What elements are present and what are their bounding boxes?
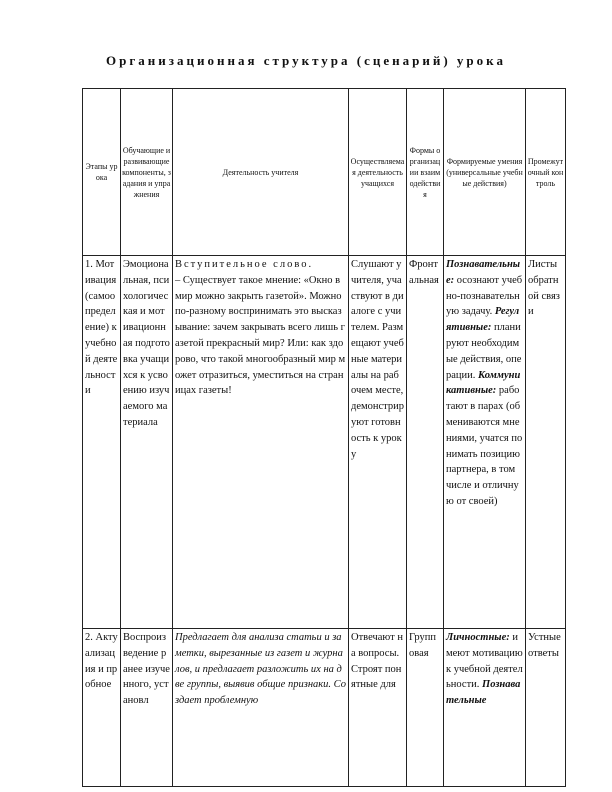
skills-text: планируют необходимые действия, операции. xyxy=(446,322,522,381)
header-students: Осуществляемая деятельность учащихся xyxy=(349,89,407,256)
skills-label: Личностные: xyxy=(446,632,510,643)
skills-label: Коммуникативные: xyxy=(446,369,521,397)
header-row xyxy=(83,89,566,256)
forms-cell: Фронтальная xyxy=(407,256,444,629)
skills-cell xyxy=(444,256,526,629)
table-row xyxy=(83,256,566,629)
header-stages: Этапы урока xyxy=(83,89,121,256)
header-skills: Формируемые умения (универсальные учебные действия) xyxy=(444,89,526,256)
table-row xyxy=(83,629,566,787)
skills-text: работают в парах (обмениваются мнениями, учатся понимать позицию партнера, в том числе и отличную от своей) xyxy=(446,385,523,507)
forms-cell: Групповая xyxy=(407,629,444,787)
header-control: Промежуточный контроль xyxy=(526,89,566,256)
teacher-heading: Вступительное слово. xyxy=(175,259,314,270)
control-cell: Устные ответы xyxy=(526,629,566,787)
header-teacher: Деятельность учителя xyxy=(173,89,349,256)
students-cell: Отвечают на вопросы. Строят понятные для xyxy=(349,629,407,787)
tasks-cell: Воспроизведение ранее изученного, установл xyxy=(121,629,173,787)
skills-label: Познавательные xyxy=(446,679,521,707)
teacher-text: – Существует такое мнение: «Окно в мир можно закрыть газетой». Можно по-разному воспринимать это высказывание: зачем закрывать всего лишь газетой прекрасный мир? Или: как здорово, что такой многообразный мир может отразиться, уместиться на страницах газеты! xyxy=(175,274,346,397)
header-forms: Формы организации взаимодействия xyxy=(407,89,444,256)
tasks-cell: Эмоциональная, психологическая и мотивационная подготовка учащихся к усвоению изучаемого материала xyxy=(121,256,173,629)
page-title: Организационная структура (сценарий) урока xyxy=(106,53,506,68)
control-cell: Листы обратной связи xyxy=(526,256,566,629)
teacher-cell xyxy=(173,256,349,629)
header-tasks: Обучающие и развивающие компоненты, задания и упражнения xyxy=(121,89,173,256)
skills-cell xyxy=(444,629,526,787)
skills-text: осознают учебно-познавательную задачу. xyxy=(446,274,523,318)
stage-cell: 1. Мотивация (самоопределение) к учебной деятельности xyxy=(83,256,121,629)
lesson-structure-table xyxy=(82,88,566,787)
skills-label: Познавательные: xyxy=(446,259,521,286)
skills-label: Регулятивные: xyxy=(446,306,520,334)
students-cell: Слушают учителя, участвуют в диалоге с учителем. Размещают учебные материалы на рабочем месте, демонстрируют готовность к уроку xyxy=(349,256,407,629)
teacher-cell: Предлагает для анализа статьи и заметки, вырезанные из газет и журналов, и предлагает разложить их на две группы, выявив общие признаки. Создает проблемную xyxy=(173,629,349,787)
skills-text: имеют мотивацию к учебной деятельности. xyxy=(446,632,523,691)
stage-cell: 2. Актуализация и пробное xyxy=(83,629,121,787)
